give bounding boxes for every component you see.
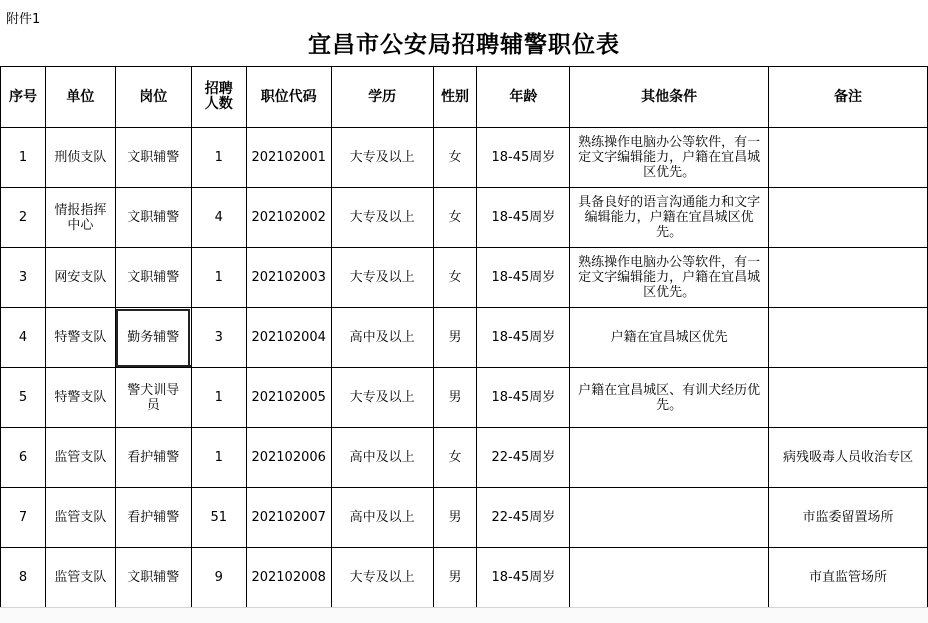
- cell-count[interactable]: 51: [191, 488, 246, 548]
- cell-unit[interactable]: 监管支队: [45, 488, 115, 548]
- cell-gender[interactable]: 男: [433, 368, 477, 428]
- cell-education[interactable]: 大专及以上: [331, 368, 433, 428]
- cell-education[interactable]: 大专及以上: [331, 128, 433, 188]
- cell-conditions[interactable]: 熟练操作电脑办公等软件，有一定文字编辑能力，户籍在宜昌城区优先。: [570, 248, 769, 308]
- cell-unit[interactable]: 监管支队: [45, 548, 115, 608]
- cell-seq[interactable]: 4: [1, 308, 46, 368]
- cell-unit[interactable]: 监管支队: [45, 428, 115, 488]
- table-row: [1, 188, 928, 248]
- cell-conditions[interactable]: [570, 488, 769, 548]
- table-row: [1, 428, 928, 488]
- fill-handle[interactable]: [189, 365, 192, 368]
- cell-remarks[interactable]: [768, 248, 927, 308]
- cell-post[interactable]: 看护辅警: [115, 488, 191, 548]
- header-code[interactable]: 职位代码: [246, 67, 331, 128]
- header-count[interactable]: 招聘人数: [191, 67, 246, 128]
- cell-gender[interactable]: 女: [433, 188, 477, 248]
- table-row: [1, 248, 928, 308]
- page-title: 宜昌市公安局招聘辅警职位表: [308, 32, 620, 58]
- cell-conditions[interactable]: 熟练操作电脑办公等软件，有一定文字编辑能力，户籍在宜昌城区优先。: [570, 128, 769, 188]
- cell-age[interactable]: 18-45周岁: [477, 188, 570, 248]
- table-row: [1, 548, 928, 608]
- cell-conditions[interactable]: 户籍在宜昌城区、有训犬经历优先。: [570, 368, 769, 428]
- cell-post-selected[interactable]: [115, 308, 191, 368]
- cell-remarks[interactable]: [768, 308, 927, 368]
- cell-count[interactable]: 9: [191, 548, 246, 608]
- cell-code[interactable]: 202102007: [246, 488, 331, 548]
- cell-count[interactable]: 4: [191, 188, 246, 248]
- header-seq[interactable]: 序号: [1, 67, 46, 128]
- cell-count[interactable]: 1: [191, 248, 246, 308]
- cell-seq[interactable]: 5: [1, 368, 46, 428]
- annex-label: 附件1: [6, 12, 41, 27]
- cell-seq[interactable]: 1: [1, 128, 46, 188]
- cell-conditions[interactable]: 具备良好的语言沟通能力和文字编辑能力，户籍在宜昌城区优先。: [570, 188, 769, 248]
- cell-unit[interactable]: 网安支队: [45, 248, 115, 308]
- cell-gender[interactable]: 女: [433, 128, 477, 188]
- cell-age[interactable]: 18-45周岁: [477, 128, 570, 188]
- cell-conditions[interactable]: [570, 548, 769, 608]
- cell-education[interactable]: 高中及以上: [331, 488, 433, 548]
- cell-seq[interactable]: 8: [1, 548, 46, 608]
- cell-code[interactable]: 202102005: [246, 368, 331, 428]
- table-row: [1, 128, 928, 188]
- header-gender[interactable]: 性别: [433, 67, 477, 128]
- cell-conditions[interactable]: [570, 428, 769, 488]
- header-unit[interactable]: 单位: [45, 67, 115, 128]
- cell-remarks[interactable]: 市直监管场所: [768, 548, 927, 608]
- cell-post[interactable]: 警犬训导员: [115, 368, 191, 428]
- cell-post[interactable]: 文职辅警: [115, 188, 191, 248]
- header-row: [1, 67, 928, 128]
- cell-gender[interactable]: 女: [433, 428, 477, 488]
- cell-code[interactable]: 202102003: [246, 248, 331, 308]
- cell-post[interactable]: 文职辅警: [115, 548, 191, 608]
- cell-count[interactable]: 3: [191, 308, 246, 368]
- cell-post-text: 勤务辅警: [127, 330, 180, 345]
- header-conditions[interactable]: 其他条件: [570, 67, 769, 128]
- cell-education[interactable]: 大专及以上: [331, 248, 433, 308]
- cell-age[interactable]: 18-45周岁: [477, 548, 570, 608]
- cell-count[interactable]: 1: [191, 128, 246, 188]
- cell-remarks[interactable]: 市监委留置场所: [768, 488, 927, 548]
- cell-unit[interactable]: 特警支队: [45, 368, 115, 428]
- cell-remarks[interactable]: [768, 128, 927, 188]
- cell-code[interactable]: 202102001: [246, 128, 331, 188]
- cell-education[interactable]: 高中及以上: [331, 428, 433, 488]
- cell-age[interactable]: 22-45周岁: [477, 488, 570, 548]
- header-post[interactable]: 岗位: [115, 67, 191, 128]
- cell-age[interactable]: 18-45周岁: [477, 368, 570, 428]
- cell-seq[interactable]: 6: [1, 428, 46, 488]
- cell-education[interactable]: 大专及以上: [331, 548, 433, 608]
- cell-post[interactable]: 文职辅警: [115, 128, 191, 188]
- cell-seq[interactable]: 2: [1, 188, 46, 248]
- cell-education[interactable]: 大专及以上: [331, 188, 433, 248]
- cell-gender[interactable]: 男: [433, 548, 477, 608]
- cell-gender[interactable]: 男: [433, 488, 477, 548]
- cell-unit[interactable]: 刑侦支队: [45, 128, 115, 188]
- cell-code[interactable]: 202102008: [246, 548, 331, 608]
- cell-gender[interactable]: 女: [433, 248, 477, 308]
- cell-code[interactable]: 202102006: [246, 428, 331, 488]
- cell-post[interactable]: 文职辅警: [115, 248, 191, 308]
- cell-education[interactable]: 高中及以上: [331, 308, 433, 368]
- cell-remarks[interactable]: [768, 188, 927, 248]
- cell-conditions[interactable]: 户籍在宜昌城区优先: [570, 308, 769, 368]
- cell-gender[interactable]: 男: [433, 308, 477, 368]
- table-row: [1, 308, 928, 368]
- cell-age[interactable]: 22-45周岁: [477, 428, 570, 488]
- cell-seq[interactable]: 3: [1, 248, 46, 308]
- cell-seq[interactable]: 7: [1, 488, 46, 548]
- header-education[interactable]: 学历: [331, 67, 433, 128]
- cell-unit[interactable]: 特警支队: [45, 308, 115, 368]
- cell-remarks[interactable]: [768, 368, 927, 428]
- sheet-bottom-strip: [0, 607, 928, 623]
- cell-age[interactable]: 18-45周岁: [477, 248, 570, 308]
- cell-code[interactable]: 202102004: [246, 308, 331, 368]
- table-row: [1, 368, 928, 428]
- positions-table: [0, 66, 928, 608]
- header-remarks[interactable]: 备注: [768, 67, 927, 128]
- cell-unit[interactable]: 情报指挥中心: [45, 188, 115, 248]
- table-row: [1, 488, 928, 548]
- cell-count[interactable]: 1: [191, 428, 246, 488]
- cell-remarks[interactable]: 病残吸毒人员收治专区: [768, 428, 927, 488]
- cell-count[interactable]: 1: [191, 368, 246, 428]
- cell-age[interactable]: 18-45周岁: [477, 308, 570, 368]
- cell-post[interactable]: 看护辅警: [115, 428, 191, 488]
- header-age[interactable]: 年龄: [477, 67, 570, 128]
- cell-code[interactable]: 202102002: [246, 188, 331, 248]
